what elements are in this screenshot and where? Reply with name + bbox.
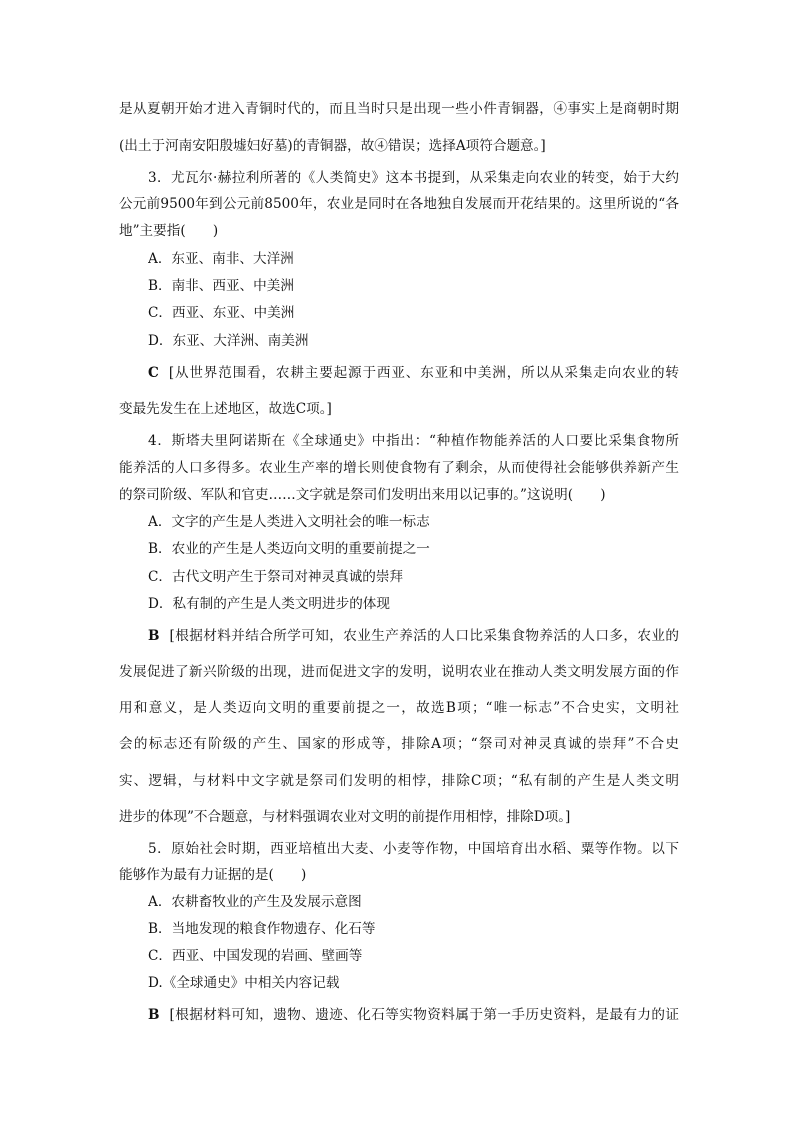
explanation-text: [根据材料可知，遗物、遗迹、化石等实物资料属于第一手历史资料，是最有力的证 [169, 1007, 679, 1023]
question-5-answer: B [148, 1007, 160, 1023]
question-4-explanation: 进步的体现”不合题意，与材料强调农业对文明的前提作用相悖，排除D项。] [119, 809, 571, 825]
question-4-option-b: B．农业的产生是人类迈向文明的重要前提之一 [148, 541, 430, 557]
question-3-stem: 地”主要指( ) [119, 223, 219, 239]
question-3-explanation [148, 363, 679, 383]
question-3-option-d: D．东亚、大洋洲、南美洲 [148, 333, 309, 349]
question-3-explanation: 变最先发生在上述地区，故选C项。] [119, 401, 332, 417]
question-4-answer: B [148, 628, 160, 644]
question-4-explanation: 会的标志还有阶级的产生、国家的形成等，排除A项；“祭司对神灵真诚的崇拜”不合史 [119, 736, 679, 752]
question-4-explanation [148, 626, 679, 646]
question-3-option-c: C．西亚、东亚、中美洲 [148, 305, 295, 321]
question-3-option-b: B．南非、西亚、中美洲 [148, 278, 294, 294]
question-5-option-c: C．西亚、中国发现的岩画、壁画等 [148, 948, 363, 964]
question-3-answer: C [148, 365, 159, 381]
question-4-option-c: C．古代文明产生于祭司对神灵真诚的崇拜 [148, 569, 404, 585]
question-4-option-a: A．文字的产生是人类进入文明社会的唯一标志 [148, 514, 430, 530]
explanation-text: [根据材料并结合所学可知，农业生产养活的人口比采集食物养活的人口多，农业的 [169, 628, 679, 644]
text-line: 是从夏朝开始才进入青铜时代的，而且当时只是出现一些小件青铜器，④事实上是商朝时期 [119, 101, 679, 117]
question-4-explanation: 发展促进了新兴阶级的出现，进而促进文字的发明，说明农业在推动人类文明发展方面的作 [119, 664, 679, 680]
explanation-text: [从世界范围看，农耕主要起源于西亚、东亚和中美洲，所以从采集走向农业的转 [168, 365, 679, 381]
question-4-option-d: D．私有制的产生是人类文明进步的体现 [148, 596, 390, 612]
question-3-stem: 公元前9500年到公元前8500年，农业是同时在各地独自发展而开花结果的。这里所说的“各 [119, 196, 679, 212]
question-5-option-b: B．当地发现的粮食作物遗存、化石等 [148, 921, 376, 937]
question-4-explanation: 用和意义，是人类迈向文明的重要前提之一，故选B项；“唯一标志”不合史实，文明社 [119, 700, 679, 716]
question-5-explanation [148, 1005, 679, 1025]
question-5-stem: 5．原始社会时期，西亚培植出大麦、小麦等作物，中国培育出水稻、粟等作物。以下 [148, 841, 679, 857]
question-4-explanation: 实、逻辑，与材料中文字就是祭司们发明的相悖，排除C项；“私有制的产生是人类文明 [119, 773, 679, 789]
question-5-option-a: A．农耕畜牧业的产生及发展示意图 [148, 894, 362, 910]
question-3-stem: 3．尤瓦尔·赫拉利所著的《人类简史》这本书提到，从采集走向农业的转变，始于大约 [148, 170, 679, 186]
question-4-stem: 4．斯塔夫里阿诺斯在《全球通史》中指出：“种植作物能养活的人口要比采集食物所 [148, 433, 679, 449]
question-4-stem: 能养活的人口多得多。农业生产率的增长则使食物有了剩余，从而使得社会能够供养新产生 [119, 460, 679, 476]
question-4-stem: 的祭司阶级、军队和官吏……文字就是祭司们发明出来用以记事的。”这说明( ) [119, 487, 606, 503]
question-3-option-a: A．东亚、南非、大洋洲 [148, 251, 294, 267]
question-5-option-d: D.《全球通史》中相关内容记载 [148, 975, 340, 991]
text-line: (出土于河南安阳殷墟妇好墓)的青铜器，故④错误；选择A项符合题意。] [119, 138, 546, 154]
question-5-stem: 能够作为最有力证据的是( ) [119, 867, 307, 883]
